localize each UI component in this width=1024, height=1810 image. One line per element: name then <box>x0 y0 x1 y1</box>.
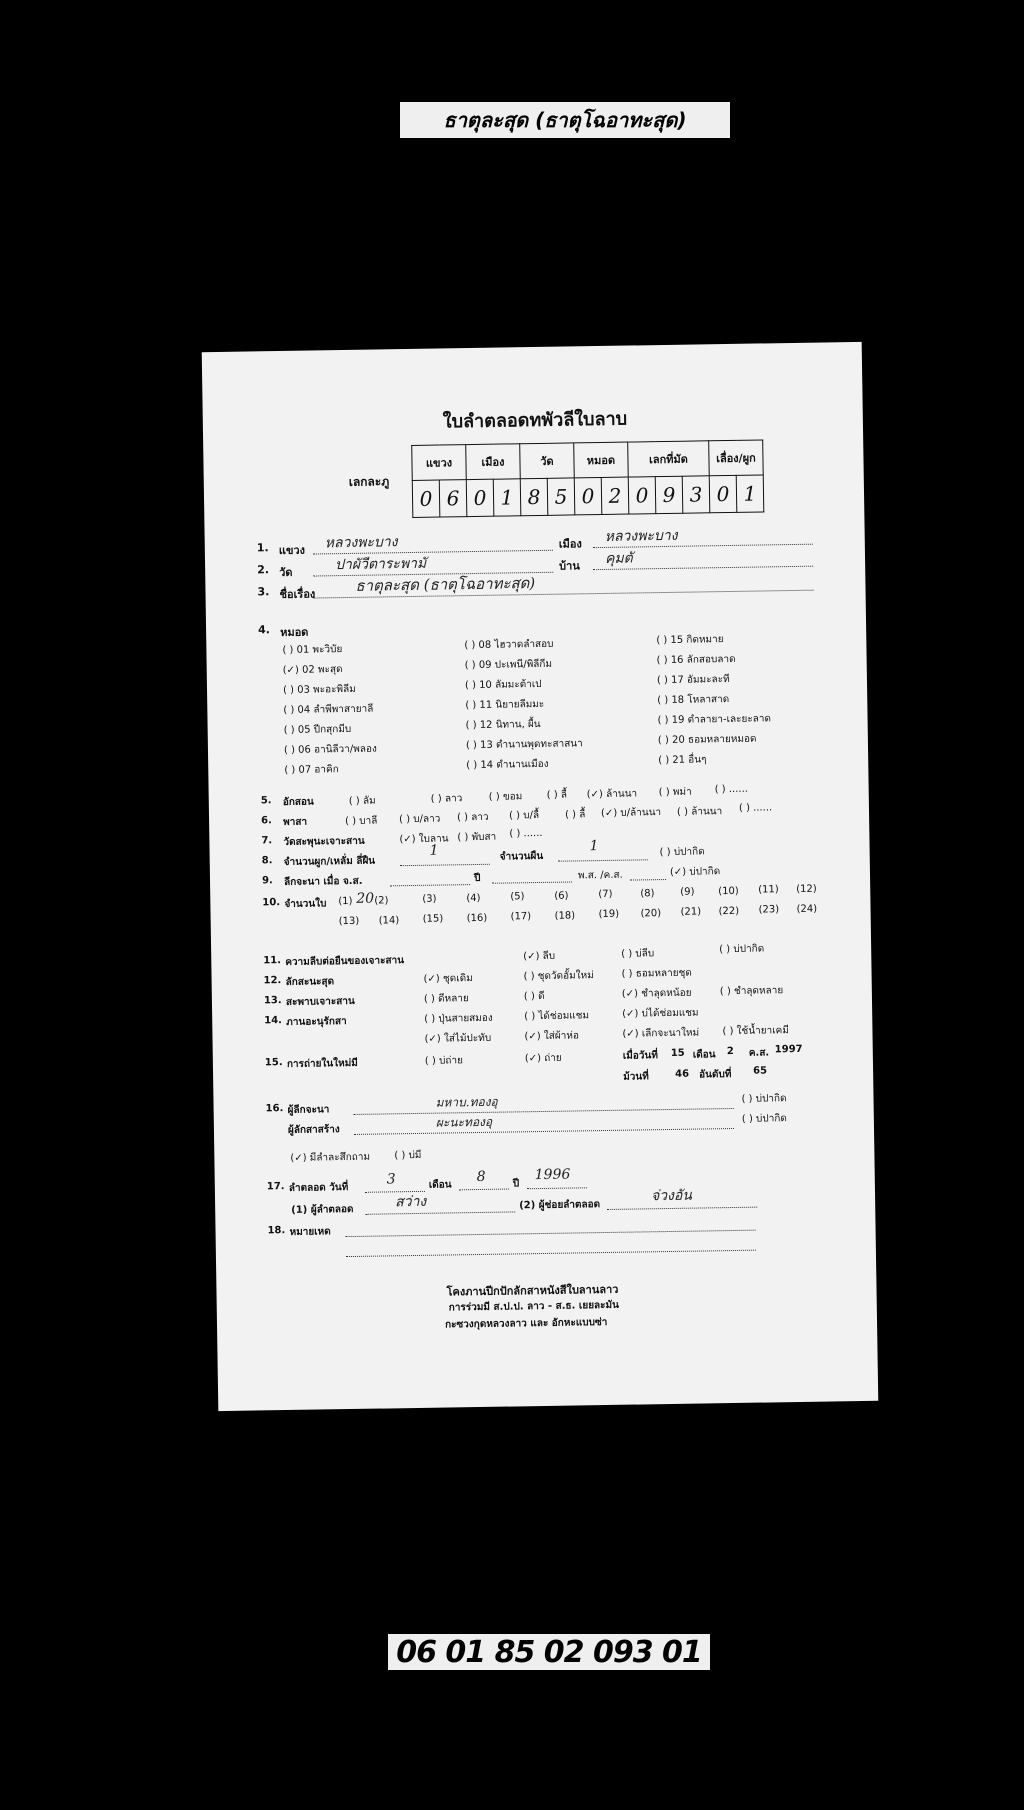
field-label-script: อักสอน <box>282 796 314 809</box>
preservation-option: ( ) ปุ่นสายสมอง <box>424 1012 493 1025</box>
field-label-microfilm: การถ่ายในใหม่มี <box>286 1057 358 1070</box>
field-number: 5. <box>260 795 272 807</box>
code-digit: 0 <box>412 480 440 517</box>
set-option: ( ) ธอมหลายชุด <box>621 967 692 980</box>
leaf-count-slot: (10) <box>718 885 739 898</box>
leaf-count-slot: (18) <box>554 910 576 922</box>
leaf-count-slot: (12) <box>796 883 817 895</box>
code-digit: 0 <box>709 475 737 512</box>
field-label-bundles: จำนวนผูก/เหลั่ม ลี่ฝืน <box>283 855 376 869</box>
film-year-value: 1997 <box>774 1043 803 1056</box>
film-month-value: 2 <box>726 1045 734 1058</box>
leaf-count-slot: (7) <box>598 888 613 901</box>
manuscript-code-table <box>411 439 764 518</box>
field-number: 10. <box>262 897 281 909</box>
film-day-value: 15 <box>670 1047 685 1059</box>
leaf-count-slot: (21) <box>680 906 702 918</box>
leaf-count-slot: (4) <box>466 892 481 905</box>
unknown-option: ( ) บ่ปากิด <box>741 1113 787 1125</box>
field-label-condition: สะพาบเจาะสาน <box>285 995 355 1009</box>
field-label-completeness: ความลีบต่อยืนของเจาะสาน <box>285 955 405 969</box>
code-header-number: เลกที่มัด <box>628 441 710 477</box>
field-label-film-year: ค.ส. <box>748 1047 770 1059</box>
microfilm-option: (✓) ถ่าย <box>524 1052 562 1065</box>
field-label-written-date: ลีกจะนา เมื่อ จ.ส. <box>283 875 363 889</box>
footer-cooperation: การร่วมมี ส.ป.ป. ลาว - ส.ธ. เยยละมัน <box>448 1299 620 1314</box>
category-option: ( ) 03 พะอะพิลีม <box>282 683 356 697</box>
field-label-title: ชื่อเรื่อง <box>279 587 316 602</box>
field-label-film-date: เมื่อวันที่ <box>622 1050 658 1062</box>
field-number: 1. <box>256 541 269 555</box>
preservation-option: ( ) ได้ช่อมแชม <box>524 1010 590 1023</box>
survey-day-value: 3 <box>386 1171 396 1188</box>
field-number: 17. <box>266 1181 285 1193</box>
field-label-village: บ้าน <box>559 559 580 573</box>
script-option: ( ) ลาว <box>430 793 463 805</box>
leaf-count-slot: (9) <box>680 886 695 898</box>
language-option: ( ) บ/ลื้ <box>508 810 540 822</box>
field-value-temple: ปาผัวีตาระพามั <box>334 555 427 574</box>
field-label-survey-year: ปี <box>512 1178 520 1190</box>
field-label-sheets: จำนวนผืน <box>499 850 544 863</box>
leaf-count-slot: (6) <box>554 890 569 902</box>
category-option: ( ) 17 อัมมะละที <box>656 673 730 687</box>
category-option: ( ) 11 นิยายลีมมะ <box>465 698 545 712</box>
completeness-option: (✓) ลีบ <box>523 950 556 963</box>
code-digit: 1 <box>736 475 764 512</box>
field-value-sheets: 1 <box>589 838 599 855</box>
unknown-option: (✓) บ่ปากิด <box>669 866 721 878</box>
field-number: 14. <box>264 1015 283 1027</box>
completeness-option: ( ) บ่ปากิด <box>719 943 765 956</box>
leaf-count-slot: (20) <box>640 908 662 920</box>
field-number: 2. <box>257 563 270 577</box>
language-option: ( ) บ/ลาว <box>399 813 441 826</box>
field-number: 8. <box>261 855 273 867</box>
material-option: ( ) ...... <box>509 827 543 840</box>
language-option: ( ) ลาว <box>456 811 489 824</box>
leaf-count-value: 20 <box>356 890 375 907</box>
field-value-assistant: จ่วงอัน <box>650 1187 693 1205</box>
leaf-count-slot: (14) <box>378 915 400 927</box>
field-label-film-month: เดือน <box>692 1049 716 1061</box>
category-option: ( ) 19 ตำลายา-เละยะลาด <box>657 713 772 727</box>
code-caption: เลกละภู <box>348 474 390 489</box>
code-digit: 0 <box>628 477 656 514</box>
palm-leaf-record-form <box>202 342 879 1411</box>
field-label-province: แขวง <box>278 543 306 558</box>
category-option: ( ) 21 อื่นๆ <box>658 754 707 767</box>
field-label-scribe: ผู้ลีกจะนา <box>287 1104 330 1116</box>
leaf-count-slot: (1) <box>338 895 353 908</box>
category-option: ( ) 16 ลักสอบลาด <box>656 653 736 667</box>
field-label-roll: ม้วนที่ <box>623 1071 649 1083</box>
leaf-count-slot: (22) <box>718 905 740 918</box>
field-label-year: ปี <box>473 872 481 885</box>
unknown-option: ( ) บ่ปากิด <box>659 846 705 859</box>
code-header-category: หมอด <box>574 442 629 478</box>
field-number: 6. <box>261 815 272 827</box>
field-value-province: หลวงพะบาง <box>324 534 398 552</box>
field-number: 18. <box>267 1225 286 1237</box>
survey-year-value: 1996 <box>534 1166 571 1184</box>
field-label-category: หมอด <box>280 625 309 640</box>
condition-option: ( ) ชำลุดหลาย <box>719 985 784 998</box>
set-option: ( ) ชุดวัดอั้มใหม่ <box>523 970 594 983</box>
code-header-fascicle: เลื่อง/ผูก <box>709 440 764 476</box>
reel-label-bottom: 06 01 85 02 093 01 <box>388 1634 710 1670</box>
preservation-option: ( ) ใช้น้ำยาเคมี <box>722 1025 790 1038</box>
preservation-option: (✓) เลีกจะนาใหม่ <box>622 1027 700 1040</box>
field-number: 3. <box>257 585 270 599</box>
field-label-survey-month: เดือน <box>428 1179 452 1191</box>
category-option: ( ) 06 อานิลีวา/พลอง <box>283 743 377 757</box>
condition-option: ( ) ดีหลาย <box>423 993 469 1005</box>
language-option: ( ) ล้านนา <box>676 806 723 818</box>
field-label-assistant: (2) ผู้ช่อยลำตลอด <box>519 1199 601 1212</box>
field-value-scribe: มหาบ.ทองอุ <box>435 1094 498 1110</box>
field-label-language: พาสา <box>283 816 308 829</box>
colophon-option: ( ) บ่มี <box>394 1149 422 1162</box>
field-value-bundles: 1 <box>429 842 439 859</box>
field-label-surveyor: (1) ผู้ลำตลอด <box>291 1203 354 1216</box>
code-header-province: แขวง <box>412 445 467 481</box>
field-label-sponsor: ผู้ลักสาสร้าง <box>287 1124 340 1136</box>
field-label-district: เมือง <box>558 537 582 551</box>
code-digit: 9 <box>655 476 683 513</box>
category-option: ( ) 18 โหลาสาด <box>657 694 730 707</box>
category-option: ( ) 04 ลำพีพาสายาลี <box>283 703 374 717</box>
language-option: ( ) ลื้ <box>564 809 586 821</box>
material-option: (✓) ใบลาน <box>399 833 449 846</box>
frame-value: 65 <box>752 1065 768 1077</box>
category-option: ( ) 12 นิทาน, ผื้น <box>465 718 541 732</box>
leaf-count-slot: (19) <box>598 908 620 921</box>
field-value-village: คุมตั <box>604 550 633 567</box>
field-label-frame: อันดับที่ <box>699 1069 732 1081</box>
script-option: ( ) ลื้ <box>546 789 568 801</box>
field-number: 7. <box>261 835 273 847</box>
field-number: 13. <box>263 995 282 1007</box>
code-digit: 8 <box>520 478 548 515</box>
code-header-district: เมือง <box>466 444 521 480</box>
field-number: 15. <box>264 1057 283 1069</box>
code-digit: 3 <box>682 476 710 513</box>
field-number: 16. <box>265 1103 284 1115</box>
category-option: ( ) 13 ตำนานพุดทะสาสนา <box>465 738 583 752</box>
language-option: ( ) ...... <box>738 802 773 814</box>
script-option: ( ) พม่า <box>658 786 692 799</box>
code-digit: 5 <box>547 478 575 515</box>
leaf-count-slot: (17) <box>510 911 532 923</box>
category-option: ( ) 20 ธอมหลายหมอด <box>657 733 757 747</box>
category-option: ( ) 07 อาคิก <box>284 764 339 777</box>
field-number: 11. <box>263 955 282 967</box>
material-option: ( ) พับสา <box>457 831 497 844</box>
leaf-count-slot: (16) <box>466 912 488 925</box>
language-option: ( ) บาลี <box>345 815 378 828</box>
leaf-count-slot: (5) <box>510 891 525 903</box>
colophon-option: (✓) มีลำละสึกถาม <box>290 1151 371 1164</box>
preservation-option: (✓) ใส่ผ้าห่อ <box>524 1030 580 1043</box>
reel-label-top: ธาตุละสุด (ธาตุโฉอาทะสุด) <box>400 102 730 138</box>
field-number: 4. <box>257 623 271 637</box>
code-digit: 0 <box>574 477 602 514</box>
language-option: (✓) บ/ล้านนา <box>600 807 662 820</box>
category-option: ( ) 01 พะวิบัย <box>282 644 343 657</box>
field-number: 9. <box>261 875 273 887</box>
preservation-option: (✓) ใส่ไม้ปะทับ <box>424 1032 492 1045</box>
category-option: ( ) 09 ปะเพนี/พิลีกีม <box>464 658 553 672</box>
field-label-era: พ.ส. /ค.ส. <box>577 869 623 882</box>
field-label-remarks: หมายเหด <box>289 1226 331 1238</box>
footer-ministry: กะซวงกุดหลวงลาว และ อักหะแบบซ่า <box>444 1316 608 1331</box>
set-option: (✓) ชุดเดิม <box>423 973 473 985</box>
field-label-survey-date: ลำตลอด วันที่ <box>288 1182 349 1194</box>
survey-month-value: 8 <box>476 1168 486 1186</box>
script-option: ( ) ขอม <box>488 791 523 803</box>
leaf-count-slot: (2) <box>374 895 389 907</box>
form-title: ใบลำตลอดทพัวลีใบลาบ <box>442 408 628 433</box>
condition-option: (✓) ชำลุดหน้อย <box>621 987 692 1000</box>
field-label-material: วัดสะพุนะเจาะสาน <box>283 835 365 849</box>
leaf-count-slot: (15) <box>422 913 444 925</box>
code-digit: 6 <box>439 480 467 517</box>
field-value-title: ธาตุละสุด (ธาตุโฉอาทะสุด) <box>355 574 536 595</box>
category-option: ( ) 10 ลัมมะต้าเป <box>464 678 542 692</box>
condition-option: ( ) ดี <box>523 990 545 1003</box>
preservation-option: (✓) บ่ได้ช่อมแชม <box>622 1007 699 1020</box>
field-label-temple: วัด <box>279 565 293 580</box>
leaf-count-slot: (13) <box>338 915 360 928</box>
script-option: ( ) ...... <box>714 783 748 796</box>
script-option: (✓) ล้านนา <box>586 788 638 801</box>
code-digit: 1 <box>493 479 521 516</box>
category-option: ( ) 14 ตำนานเมือง <box>466 758 549 772</box>
leaf-count-slot: (23) <box>758 904 780 916</box>
category-option: ( ) 05 ปีกสุกมีบ <box>283 723 352 737</box>
field-label-set-type: ลักสะนะสุด <box>285 976 335 989</box>
field-number: 12. <box>263 975 282 987</box>
field-value-district: หลวงพะบาง <box>604 527 678 545</box>
unknown-option: ( ) บ่ปากิด <box>741 1093 787 1105</box>
completeness-option: ( ) บ่ลีบ <box>621 948 655 960</box>
code-digit: 0 <box>466 479 494 516</box>
field-label-leaves: จำนวนใบ <box>284 898 327 911</box>
footer-project: โคงภานปีกปักลักสาหนังสีใบลานลาว <box>446 1282 619 1299</box>
category-option: ( ) 15 กิดหมาย <box>656 634 724 647</box>
leaf-count-slot: (24) <box>796 903 818 915</box>
leaf-count-slot: (11) <box>758 884 779 896</box>
code-digit: 2 <box>601 477 629 514</box>
leaf-count-slot: (3) <box>422 893 437 905</box>
leaf-count-slot: (8) <box>640 888 655 900</box>
category-option: (✓) 02 พะสุด <box>282 664 343 677</box>
script-option: ( ) ลัม <box>348 795 376 807</box>
microfilm-option: ( ) บ่ถ่าย <box>424 1055 464 1067</box>
field-label-preservation: ภานอะนุรักสา <box>286 1016 347 1029</box>
code-header-temple: วัด <box>520 443 575 479</box>
field-value-surveyor: สว่าง <box>394 1193 427 1211</box>
field-value-sponsor: ผะนะทองอุ <box>435 1114 493 1130</box>
roll-value: 46 <box>675 1068 690 1080</box>
category-option: ( ) 08 ไฮวาดลำสอบ <box>464 638 554 652</box>
